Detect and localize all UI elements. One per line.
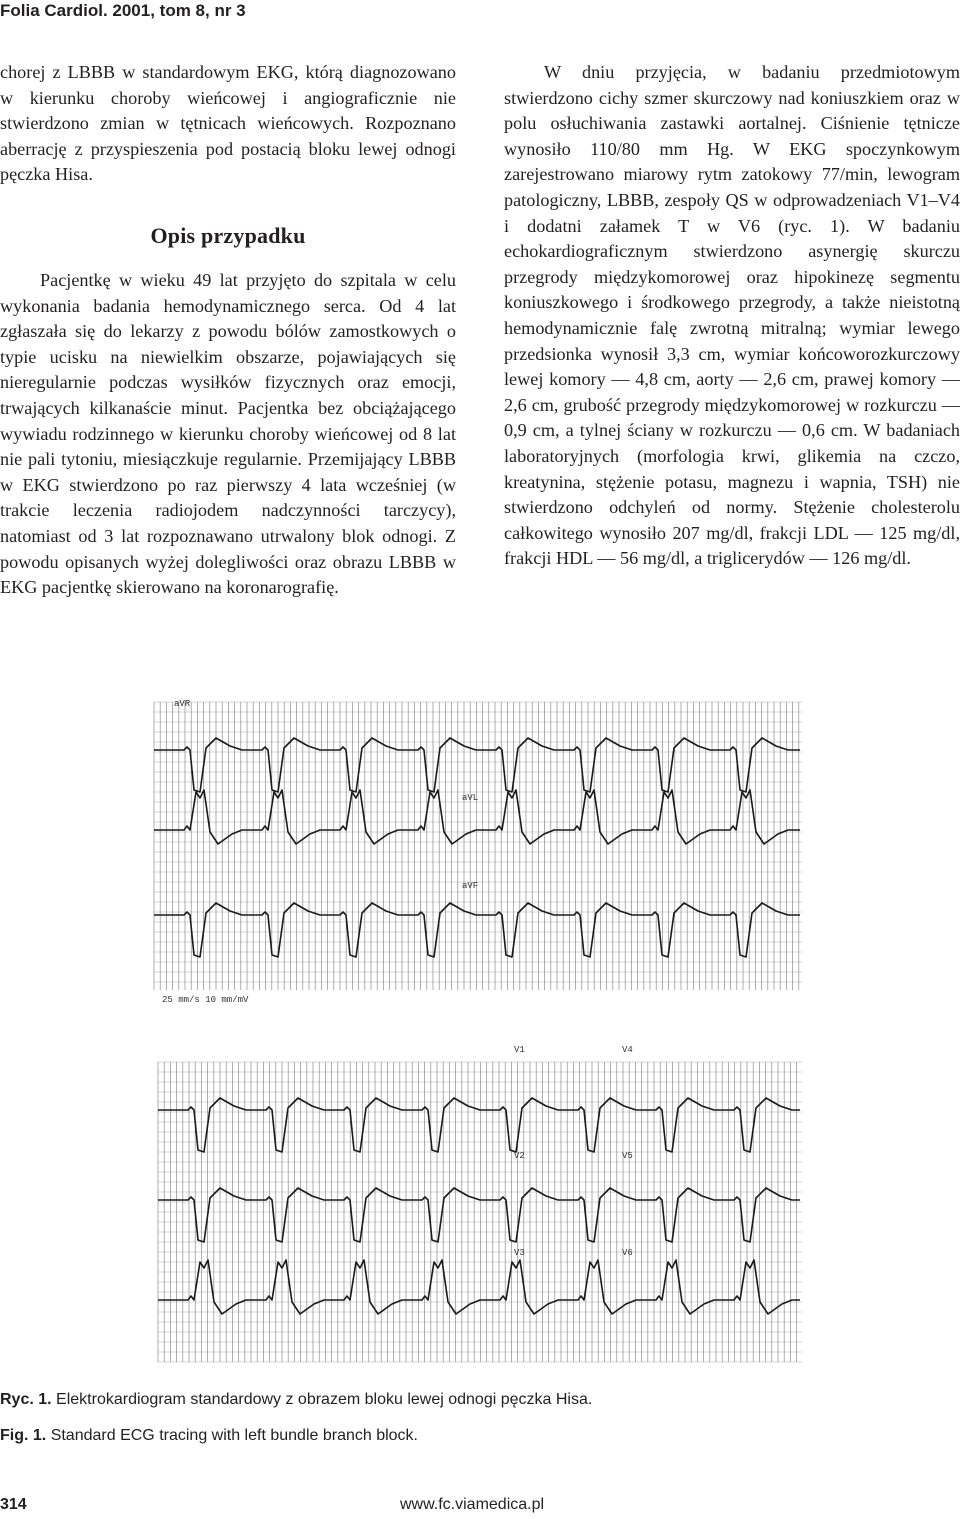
ecg-lead-label: V3 bbox=[514, 1248, 525, 1258]
ecg-figure bbox=[152, 690, 807, 1365]
ecg-strip-text: 25 mm/s 10 mm/mV bbox=[162, 995, 249, 1005]
intro-paragraph: chorej z LBBB w standardowym EKG, którą diagnozowano w kierunku choroby wieńcowej i angiograficznie nie stwierdzono zmian w tętnicach wieńcowych. Rozpoznano aberrację z przyspieszenia pod postacią bloku lewej odnogi pęczka Hisa. bbox=[0, 62, 456, 185]
section-title: Opis przypadku bbox=[150, 222, 306, 248]
caption-pl-label: Ryc. 1. bbox=[0, 1391, 52, 1408]
left-column bbox=[0, 60, 456, 601]
ecg-lead-label: aVR bbox=[174, 699, 191, 709]
exam-paragraph: W dniu przyjęcia, w badaniu przedmiotowym stwierdzono cichy szmer skurczowy nad koniuszkiem oraz w polu osłuchiwania zastawki aortalnej. Ciśnienie tętnicze wynosiło 110/80 mm Hg. W EKG spoczynkowym zarejestrowano miarowy rytm zatokowy 77/min, lewogram patologiczny, LBBB, zespoły QS w odprowadzeniach V1–V4 i dodatni załamek T w V6 (ryc. 1). W badaniu echokardiograficznym stwierdzono asynergię skurczu przegrody międzykomorowej oraz hipokinezę segmentu koniuszkowego i środkowego przegrody, a także nieistotną hemodynamicznie falę zwrotną mitralną; wymiar lewego przedsionka wynosił 3,3 cm, wymiar końcoworozkurczowy lewej komory — 4,8 cm, aorty — 2,6 cm, prawej komory — 2,6 cm, grubość przegrody międzykomorowej w rozkurczu — 0,9 cm, a tylnej ściany w rozkurczu — 0,6 cm. W badaniach laboratoryjnych (morfologia krwi, glikemia na czczo, kreatynina, stężenie potasu, magnezu i wapnia, TSH) nie stwierdzono odchyleń od normy. Stężenie cholesterolu całkowitego wynosiło 207 mg/dl, frakcji LDL — 125 mg/dl, frakcji HDL — 56 mg/dl, a triglicerydów — 126 mg/dl. bbox=[504, 62, 960, 569]
ecg-tracing bbox=[152, 690, 807, 1365]
ecg-lead-label: aVL bbox=[462, 793, 479, 803]
caption-en-text: Standard ECG tracing with left bundle branch block. bbox=[50, 1427, 418, 1444]
ecg-lead-label: V5 bbox=[622, 1151, 633, 1161]
ecg-lead-label: V4 bbox=[622, 1045, 633, 1055]
figure-caption-pl bbox=[0, 1390, 592, 1410]
ecg-lead-label: V6 bbox=[622, 1248, 633, 1258]
figure-caption-en bbox=[0, 1426, 418, 1446]
ecg-lead-label: aVF bbox=[462, 881, 479, 891]
caption-en-label: Fig. 1. bbox=[0, 1427, 47, 1444]
case-paragraph: Pacjentkę w wieku 49 lat przyjęto do szpitala w celu wykonania badania hemodynamicznego serca. Od 4 lat zgłaszała się do lekarzy z powodu bólów zamostkowych o typie ucisku na niewielkim obszarze, pojawiających się nieregularnie podczas wysiłków fizycznych oraz emocji, trwających kilkanaście minut. Pacjentka bez obciążającego wywiadu rodzinnego w kierunku choroby wieńcowej od 8 lat nie pali tytoniu, miesiączkuje regularnie. Przemijający LBBB w EKG stwierdzono po raz pierwszy 4 lata wcześniej (w trakcie leczenia radiojodem nadczynności tarczycy), natomiast od 3 lat rozpoznawano utrwalony blok odnogi. Z powodu opisanych wyżej dolegliwości oraz obrazu LBBB w EKG pacjentkę skierowano na koronarografię. bbox=[0, 269, 456, 598]
journal-website: www.fc.viamedica.pl bbox=[400, 1496, 545, 1513]
running-head: Folia Cardiol. 2001, tom 8, nr 3 bbox=[0, 1, 246, 20]
right-column bbox=[504, 60, 960, 572]
ecg-lead-label: V2 bbox=[514, 1151, 525, 1161]
ecg-lead-label: V1 bbox=[514, 1045, 525, 1055]
page-number: 314 bbox=[0, 1496, 27, 1513]
caption-pl-text: Elektrokardiogram standardowy z obrazem bloku lewej odnogi pęczka Hisa. bbox=[56, 1391, 593, 1408]
